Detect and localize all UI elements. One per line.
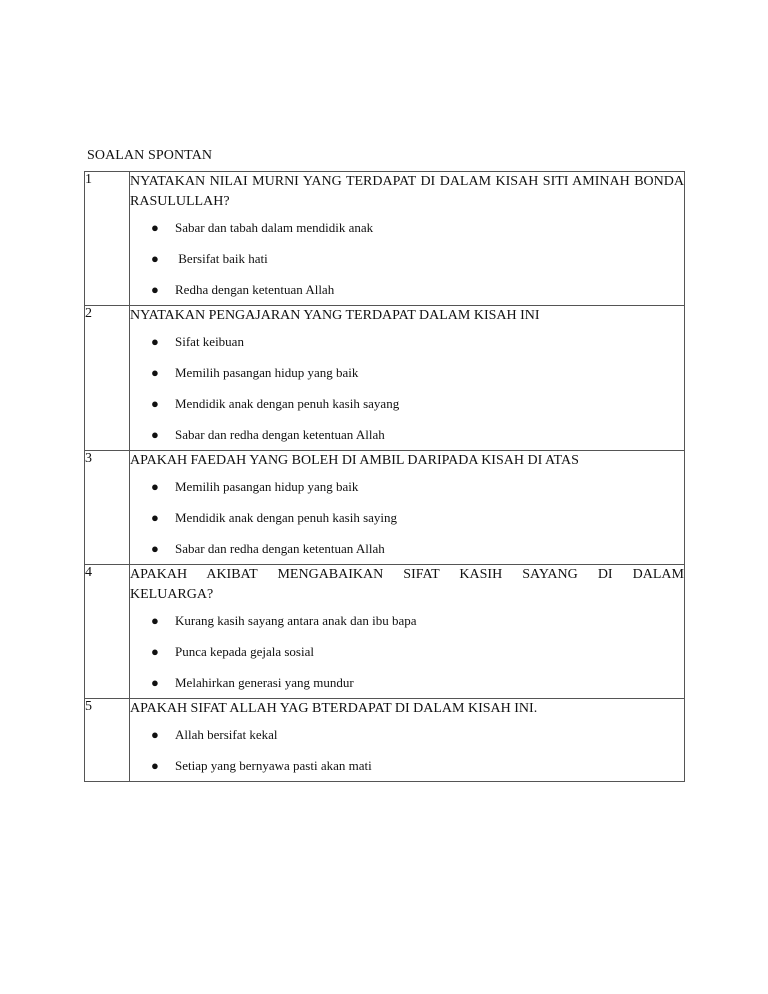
- answer-text: Melahirkan generasi yang mundur: [175, 675, 354, 690]
- answer-text: Sabar dan tabah dalam mendidik anak: [175, 220, 374, 235]
- answer-list: [130, 719, 684, 781]
- bullet-icon: ●: [151, 479, 159, 494]
- answer-text: Memilih pasangan hidup yang baik: [175, 365, 359, 380]
- bullet-icon: ●: [151, 251, 159, 266]
- list-item: [130, 357, 684, 388]
- answer-list: [130, 471, 684, 564]
- answer-text: Memilih pasangan hidup yang baik: [175, 479, 359, 494]
- answer-text: Sabar dan redha dengan ketentuan Allah: [175, 427, 385, 442]
- question-number: 5: [85, 699, 130, 782]
- bullet-icon: ●: [151, 727, 159, 742]
- page-title: SOALAN SPONTAN: [87, 148, 213, 163]
- list-item: [130, 212, 684, 243]
- bullet-icon: ●: [151, 613, 159, 628]
- list-item: [130, 750, 684, 781]
- answer-text: Allah bersifat kekal: [175, 727, 278, 742]
- question-cell: [130, 451, 685, 565]
- list-item: [130, 243, 684, 274]
- list-item: [130, 274, 684, 305]
- question-text: APAKAH AKIBAT MENGABAIKAN SIFAT KASIH SAYANG DI DALAM KELUARGA?: [130, 567, 684, 602]
- answer-text: Kurang kasih sayang antara anak dan ibu bapa: [175, 613, 417, 628]
- table-row: [85, 699, 685, 782]
- answer-text: Redha dengan ketentuan Allah: [175, 282, 335, 297]
- question-number: 3: [85, 451, 130, 565]
- question-text: NYATAKAN PENGAJARAN YANG TERDAPAT DALAM KISAH INI: [130, 308, 540, 323]
- bullet-icon: ●: [151, 334, 159, 349]
- bullet-icon: ●: [151, 282, 159, 297]
- question-number: 2: [85, 306, 130, 451]
- bullet-icon: ●: [151, 758, 159, 773]
- answer-text: Punca kepada gejala sosial: [175, 644, 314, 659]
- list-item: [130, 719, 684, 750]
- table-row: [85, 172, 685, 306]
- list-item: [130, 533, 684, 564]
- answer-text: Sabar dan redha dengan ketentuan Allah: [175, 541, 385, 556]
- question-table: [84, 171, 685, 782]
- question-number: 4: [85, 565, 130, 699]
- bullet-icon: ●: [151, 220, 159, 235]
- bullet-icon: ●: [151, 427, 159, 442]
- question-cell: [130, 699, 685, 782]
- bullet-icon: ●: [151, 644, 159, 659]
- answer-text: Mendidik anak dengan penuh kasih sayang: [175, 396, 400, 411]
- question-cell: [130, 172, 685, 306]
- bullet-icon: ●: [151, 396, 159, 411]
- list-item: [130, 502, 684, 533]
- question-number: 1: [85, 172, 130, 306]
- bullet-icon: ●: [151, 541, 159, 556]
- list-item: [130, 419, 684, 450]
- question-text: NYATAKAN NILAI MURNI YANG TERDAPAT DI DALAM KISAH SITI AMINAH BONDA RASULULLAH?: [130, 174, 684, 209]
- list-item: [130, 667, 684, 698]
- answer-list: [130, 605, 684, 698]
- table-row: [85, 565, 685, 699]
- answer-text: Bersifat baik hati: [175, 251, 268, 266]
- question-cell: [130, 306, 685, 451]
- bullet-icon: ●: [151, 675, 159, 690]
- answer-text: Setiap yang bernyawa pasti akan mati: [175, 758, 372, 773]
- list-item: [130, 471, 684, 502]
- table-row: [85, 451, 685, 565]
- list-item: [130, 605, 684, 636]
- bullet-icon: ●: [151, 510, 159, 525]
- answer-list: [130, 212, 684, 305]
- list-item: [130, 326, 684, 357]
- bullet-icon: ●: [151, 365, 159, 380]
- table-row: [85, 306, 685, 451]
- answer-list: [130, 326, 684, 450]
- list-item: [130, 636, 684, 667]
- question-text: APAKAH FAEDAH YANG BOLEH DI AMBIL DARIPADA KISAH DI ATAS: [130, 453, 579, 468]
- answer-text: Sifat keibuan: [175, 334, 244, 349]
- question-cell: [130, 565, 685, 699]
- list-item: [130, 388, 684, 419]
- question-text: APAKAH SIFAT ALLAH YAG BTERDAPAT DI DALAM KISAH INI.: [130, 701, 538, 716]
- answer-text: Mendidik anak dengan penuh kasih saying: [175, 510, 398, 525]
